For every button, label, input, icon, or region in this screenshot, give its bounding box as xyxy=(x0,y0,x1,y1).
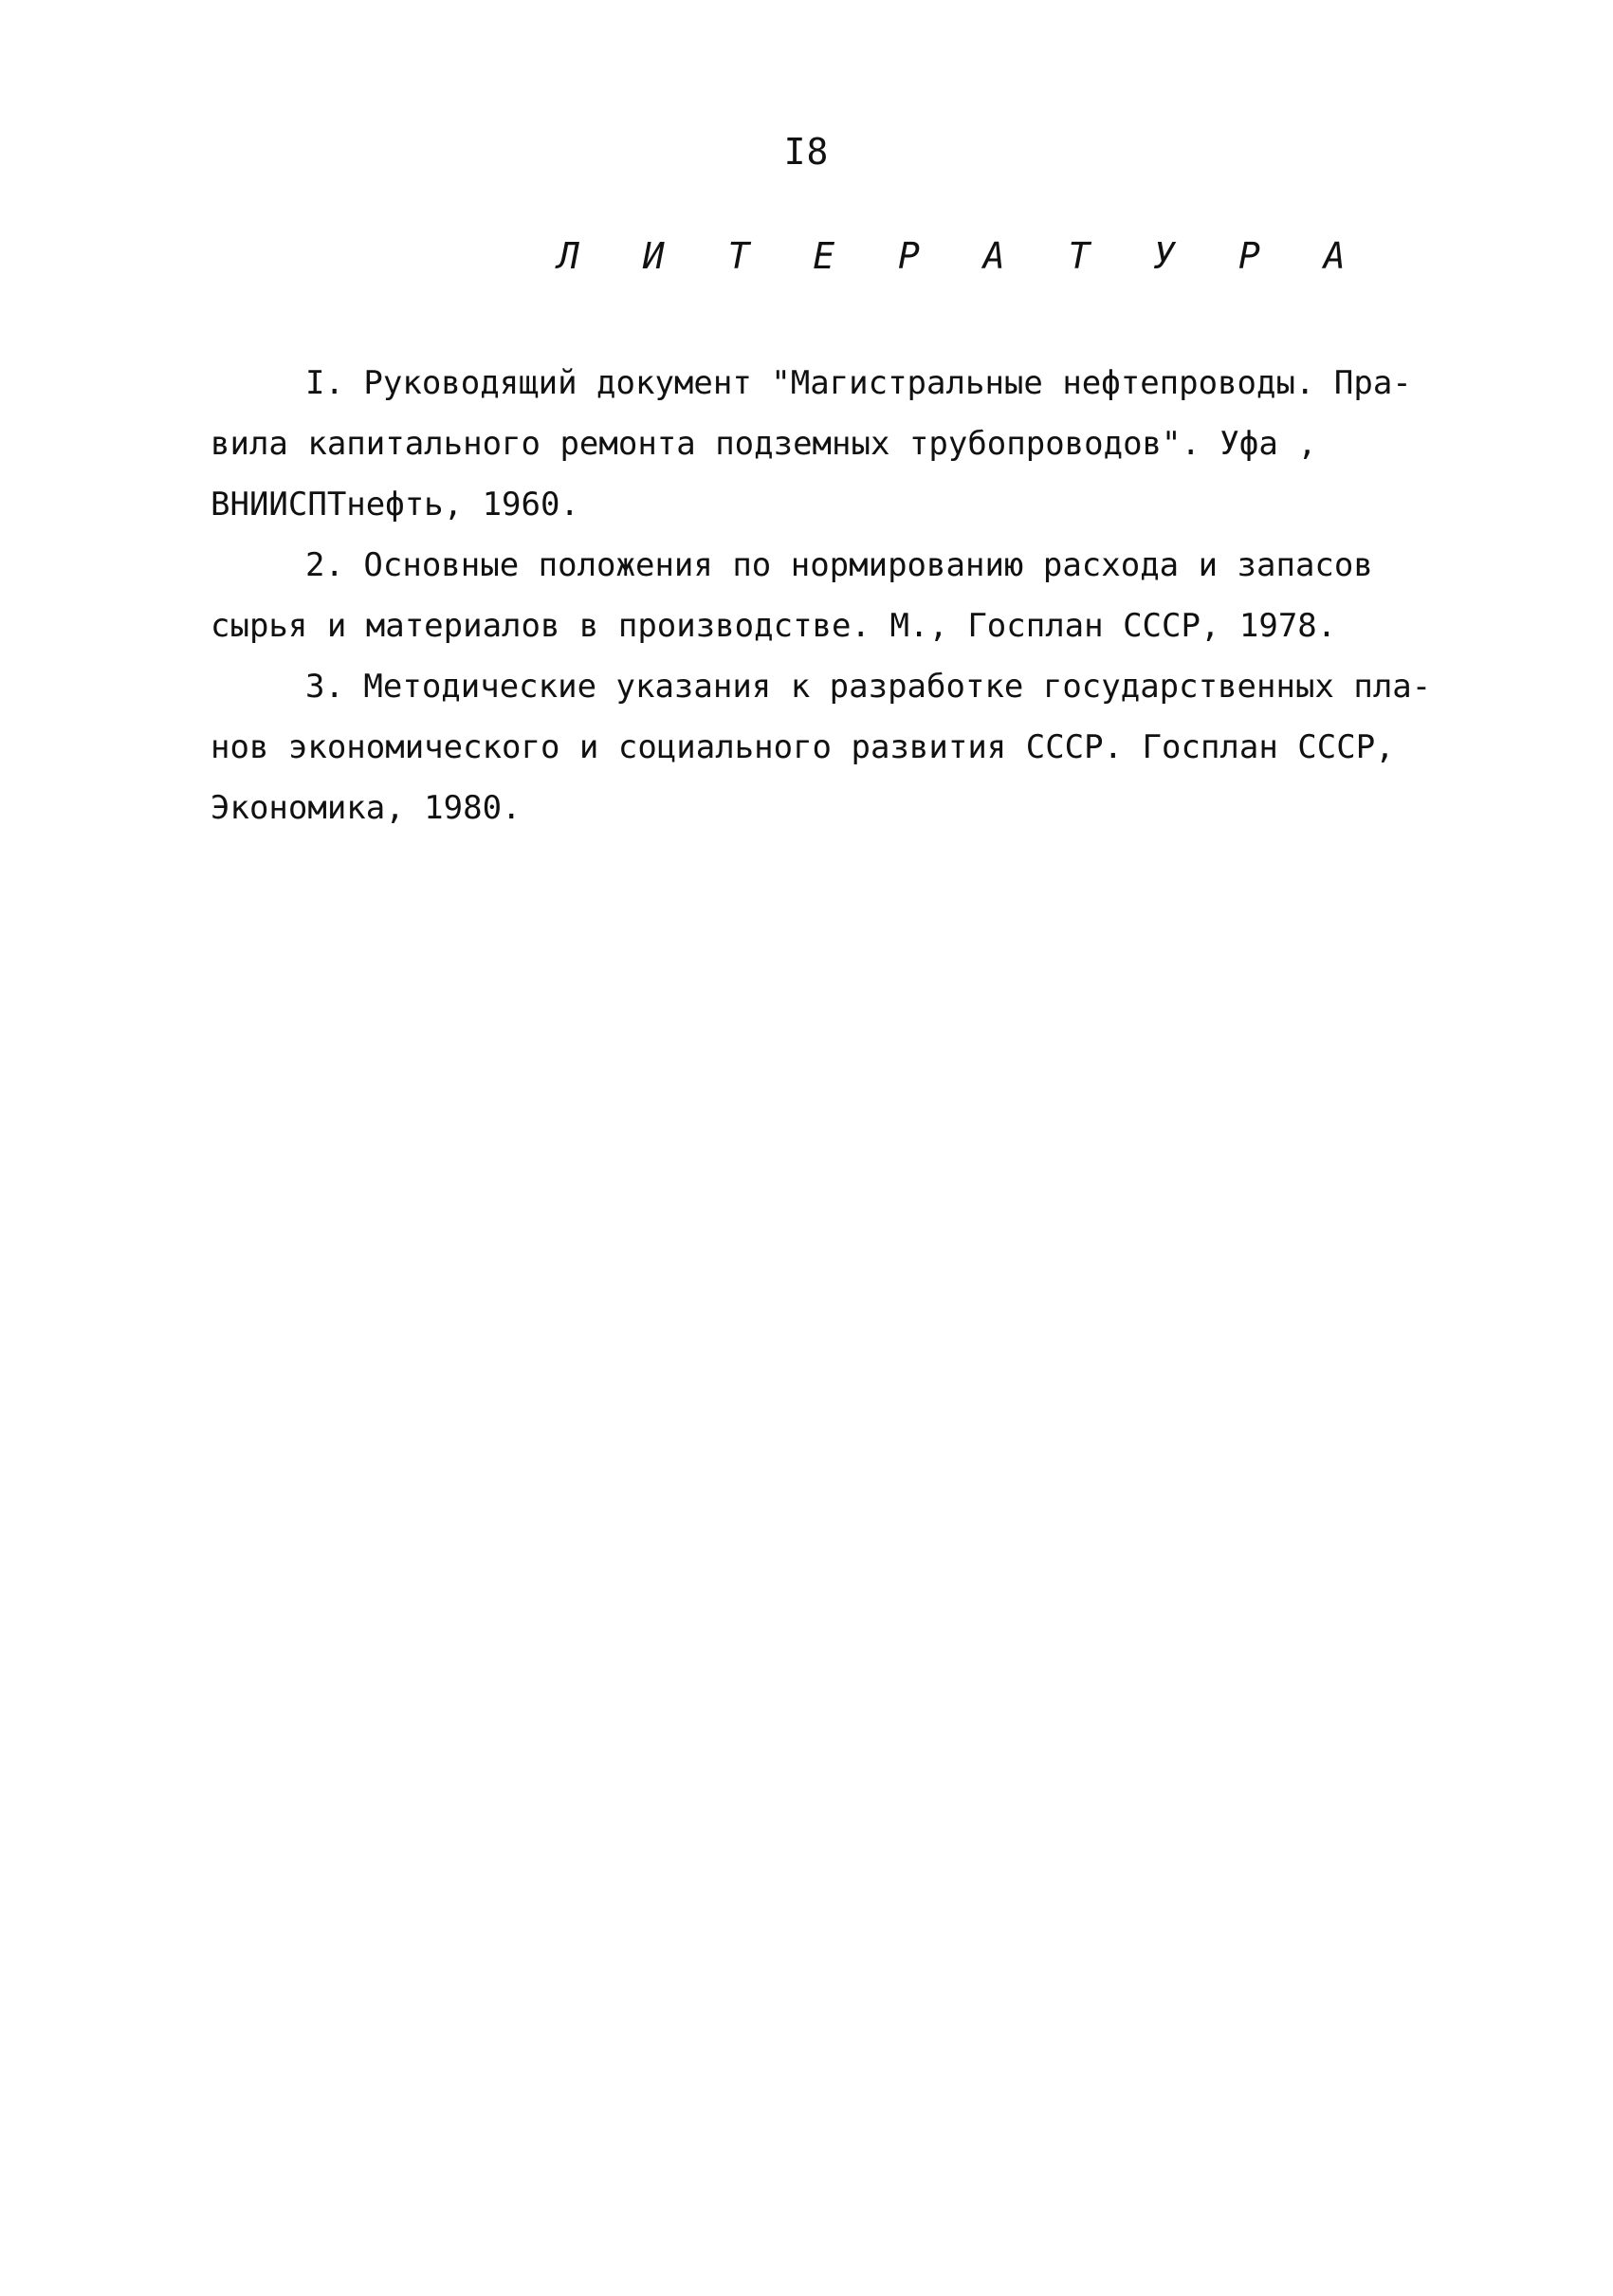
reference-item-3 xyxy=(211,656,1432,838)
reference-item-1 xyxy=(211,353,1412,535)
section-heading: Л И Т Е Р А Т У Р А xyxy=(558,235,1366,277)
reference-line: нов экономического и социального развития СССР. Госплан СССР, xyxy=(211,728,1395,766)
reference-item-2 xyxy=(211,535,1405,656)
page-number: I8 xyxy=(783,131,830,173)
reference-line: 3. Методические указания к разработке государственных пла- xyxy=(305,668,1432,706)
reference-line: 2. Основные положения по нормированию расхода и запасов xyxy=(305,546,1373,584)
reference-line: сырья и материалов в производстве. М., Госплан СССР, 1978. xyxy=(211,607,1337,645)
reference-line: ВНИИСПТнефть, 1960. xyxy=(211,486,579,523)
reference-line: Экономика, 1980. xyxy=(211,789,522,827)
reference-line: I. Руководящий документ "Магистральные нефтепроводы. Пра- xyxy=(305,364,1412,402)
reference-line: вила капитального ремонта подземных трубопроводов". Уфа , xyxy=(211,425,1317,463)
reference-list xyxy=(211,353,1432,838)
